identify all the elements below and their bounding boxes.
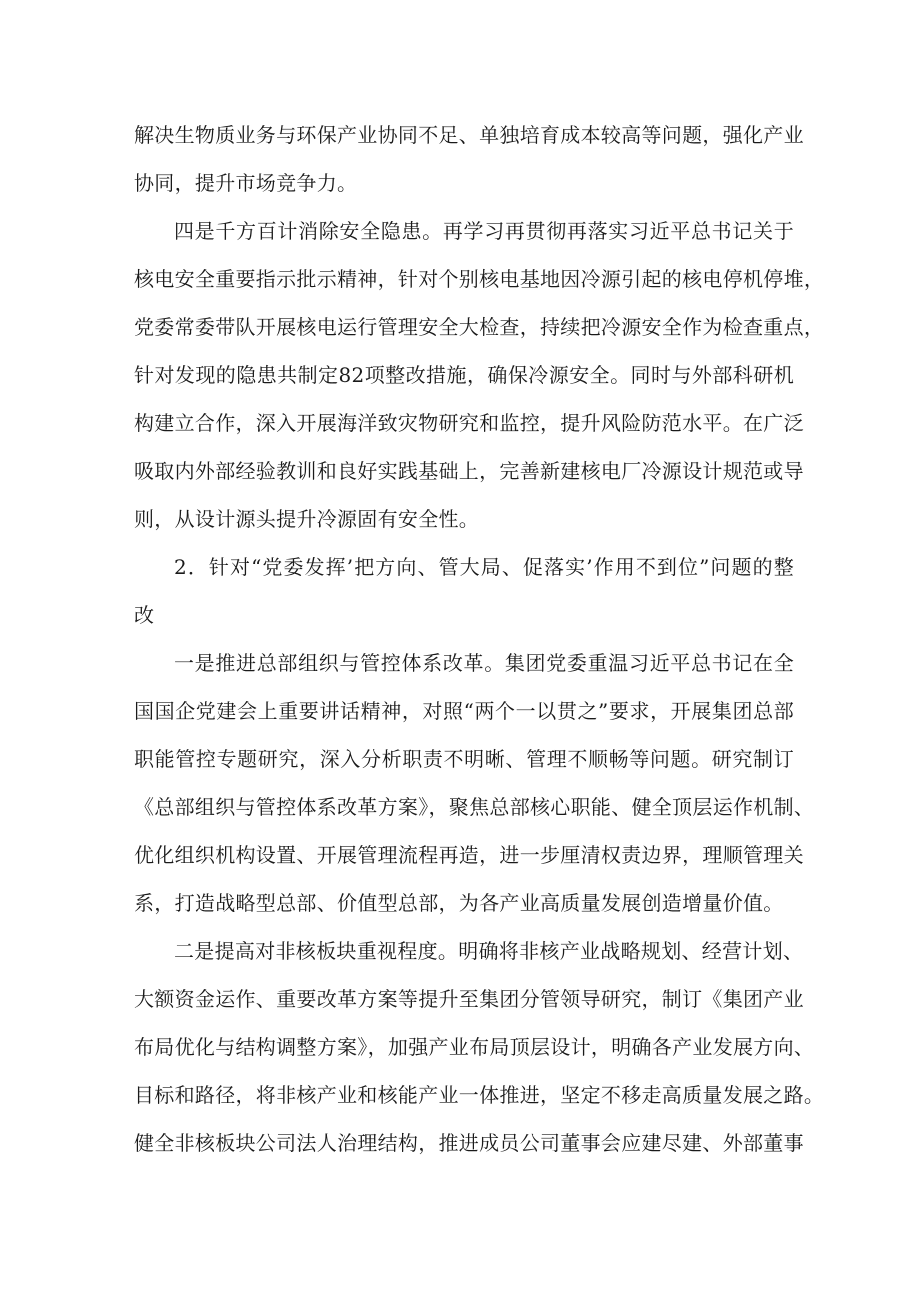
text-line: 解决生物质业务与环保产业协同不足、单独培育成本较高等问题，强化产业: [134, 123, 804, 147]
text-line: 针对发现的隐患共制定82项整改措施，确保冷源安全。同时与外部科研机: [134, 363, 794, 387]
text-line: 一是推进总部组织与管控体系改革。集团党委重温习近平总书记在全: [174, 651, 794, 675]
text-line: 改: [134, 603, 155, 627]
paragraph-non-nuclear: [134, 927, 825, 1167]
text-line: 《总部组织与管控体系改革方案》，聚焦总部核心职能、健全顶层运作机制、: [134, 795, 815, 819]
text-line: 党委常委带队开展核电运行管理安全大检查，持续把冷源安全作为检查重点，: [134, 315, 825, 339]
paragraph-hq-reform: [134, 639, 815, 927]
text-line: 优化组织机构设置、开展管理流程再造，进一步厘清权责边界，理顺管理关: [134, 843, 804, 867]
text-line: 则，从设计源头提升冷源固有安全性。: [134, 507, 480, 531]
text-line: 吸取内外部经验教训和良好实践基础上，完善新建核电厂冷源设计规范或导: [134, 459, 804, 483]
paragraph-eliminate-hazards: [134, 207, 825, 543]
text-line: 职能管控专题研究，深入分析职责不明晰、管理不顺畅等问题。研究制订: [134, 747, 794, 771]
text-line: 国国企党建会上重要讲话精神，对照“两个一以贯之”要求，开展集团总部: [134, 699, 794, 723]
text-line: 二是提高对非核板块重视程度。明确将非核产业战略规划、经营计划、: [174, 939, 804, 963]
text-line: 布局优化与结构调整方案》，加强产业布局顶层设计，明确各产业发展方向、: [134, 1035, 815, 1059]
section-heading: [134, 543, 794, 639]
text-line: 构建立合作，深入开展海洋致灾物研究和监控，提升风险防范水平。在广泛: [134, 411, 804, 435]
text-line: 2．针对“党委发挥’把方向、管大局、促落实’作用不到位”问题的整: [174, 555, 794, 579]
text-line: 系，打造战略型总部、价值型总部，为各产业高质量发展创造增量价值。: [134, 891, 784, 915]
document-body: [134, 111, 825, 1167]
paragraph-continuation: [134, 111, 804, 207]
text-line: 协同，提升市场竞争力。: [134, 171, 358, 195]
text-line: 目标和路径，将非核产业和核能产业一体推进，坚定不移走高质量发展之路。: [134, 1083, 825, 1107]
text-line: 健全非核板块公司法人治理结构，推进成员公司董事会应建尽建、外部董事: [134, 1131, 804, 1155]
text-line: 大额资金运作、重要改革方案等提升至集团分管领导研究，制订《集团产业: [134, 987, 804, 1011]
text-line: 核电安全重要指示批示精神，针对个别核电基地因冷源引起的核电停机停堆，: [134, 267, 825, 291]
text-line: 四是千方百计消除安全隐患。再学习再贯彻再落实习近平总书记关于: [174, 219, 794, 243]
